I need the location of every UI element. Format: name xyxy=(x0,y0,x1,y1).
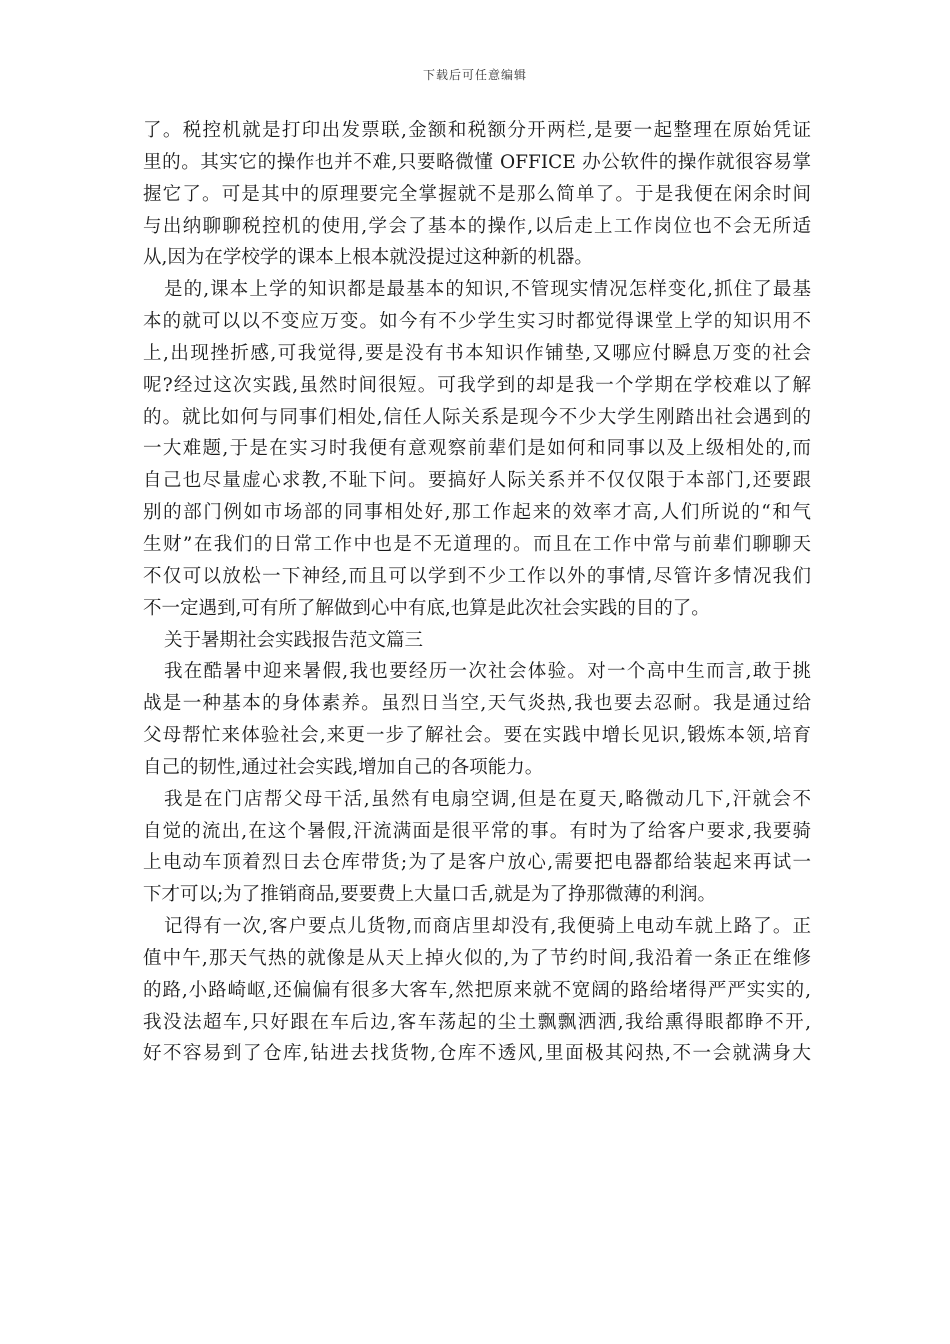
text-line: 自己的韧性,通过社会实践,增加自己的各项能力。 xyxy=(143,756,544,778)
text-line: 了。税控机就是打印出发票联,金额和税额分开两栏,是要一起整理在原始凭证 xyxy=(143,120,811,141)
text-line: 生财”在我们的日常工作中也是不无道理的。而且在工作中常与前辈们聊聊天 xyxy=(143,533,811,555)
text-line: 里的。其实它的操作也并不难,只要略微懂 OFFICE 办公软件的操作就很容易掌 xyxy=(143,151,811,173)
text-line: 父母帮忙来体验社会,来更一步了解社会。要在实践中增长见识,锻炼本领,培育 xyxy=(143,725,811,747)
text-line: 与出纳聊聊税控机的使用,学会了基本的操作,以后走上工作岗位也不会无所适 xyxy=(143,215,811,237)
text-line: 记得有一次,客户要点儿货物,而商店里却没有,我便骑上电动车就上路了。正 xyxy=(164,916,811,938)
text-line: 是的,课本上学的知识都是最基本的知识,不管现实情况怎样变化,抓住了最基 xyxy=(164,279,811,301)
text-line: 握它了。可是其中的原理要完全掌握就不是那么简单了。于是我便在闲余时间 xyxy=(143,183,811,205)
text-line: 呢?经过这次实践,虽然时间很短。可我学到的却是我一个学期在学校难以了解 xyxy=(143,374,811,396)
text-line: 关于暑期社会实践报告范文篇三 xyxy=(164,629,424,651)
text-line: 从,因为在学校学的课本上根本就没提过这种新的机器。 xyxy=(143,247,593,269)
document-body xyxy=(143,115,811,1070)
text-line: 我在酷暑中迎来暑假,我也要经历一次社会体验。对一个高中生而言,敢于挑 xyxy=(164,661,811,683)
text-line: 上电动车顶着烈日去仓库带货;为了是客户放心,需要把电器都给装起来再试一 xyxy=(143,852,811,874)
page-header: 下载后可任意编辑 xyxy=(422,68,527,82)
text-line: 下才可以;为了推销商品,要要费上大量口舌,就是为了挣那微薄的利润。 xyxy=(143,884,716,906)
text-line: 本的就可以以不变应万变。如今有不少学生实习时都觉得课堂上学的知识用不 xyxy=(143,311,811,333)
text-line: 战是一种基本的身体素养。虽烈日当空,天气炎热,我也要去忍耐。我是通过给 xyxy=(143,693,811,715)
text-line: 的路,小路崎岖,还偏偏有很多大客车,然把原来就不宽阔的路给堵得严严实实的, xyxy=(143,979,811,1001)
text-line: 别的部门例如市场部的同事相处好,那工作起来的效率才高,人们所说的“和气 xyxy=(143,502,811,524)
text-line: 值中午,那天气热的就像是从天上掉火似的,为了节约时间,我沿着一条正在维修 xyxy=(143,947,811,969)
text-line: 不一定遇到,可有所了解做到心中有底,也算是此次社会实践的目的了。 xyxy=(143,597,710,619)
text-line: 自觉的流出,在这个暑假,汗流满面是很平常的事。有时为了给客户要求,我要骑 xyxy=(143,820,811,842)
text-line: 不仅可以放松一下神经,而且可以学到不少工作以外的事情,尽管许多情况我们 xyxy=(143,565,811,587)
text-line: 我是在门店帮父母干活,虽然有电扇空调,但是在夏天,略微动几下,汗就会不 xyxy=(164,788,811,810)
text-line: 我没法超车,只好跟在车后边,客车荡起的尘土飘飘洒洒,我给熏得眼都睁不开, xyxy=(143,1011,811,1033)
text-line: 好不容易到了仓库,钻进去找货物,仓库不透风,里面极其闷热,不一会就满身大 xyxy=(143,1043,811,1065)
text-line: 自己也尽量虚心求教,不耻下问。要搞好人际关系并不仅仅限于本部门,还要跟 xyxy=(143,470,811,492)
text-line: 的。就比如何与同事们相处,信任人际关系是现今不少大学生刚踏出社会遇到的 xyxy=(143,406,811,428)
text-line: 一大难题,于是在实习时我便有意观察前辈们是如何和同事以及上级相处的,而 xyxy=(143,438,811,460)
text-line: 上,出现挫折感,可我觉得,要是没有书本知识作铺垫,又哪应付瞬息万变的社会 xyxy=(143,342,811,364)
